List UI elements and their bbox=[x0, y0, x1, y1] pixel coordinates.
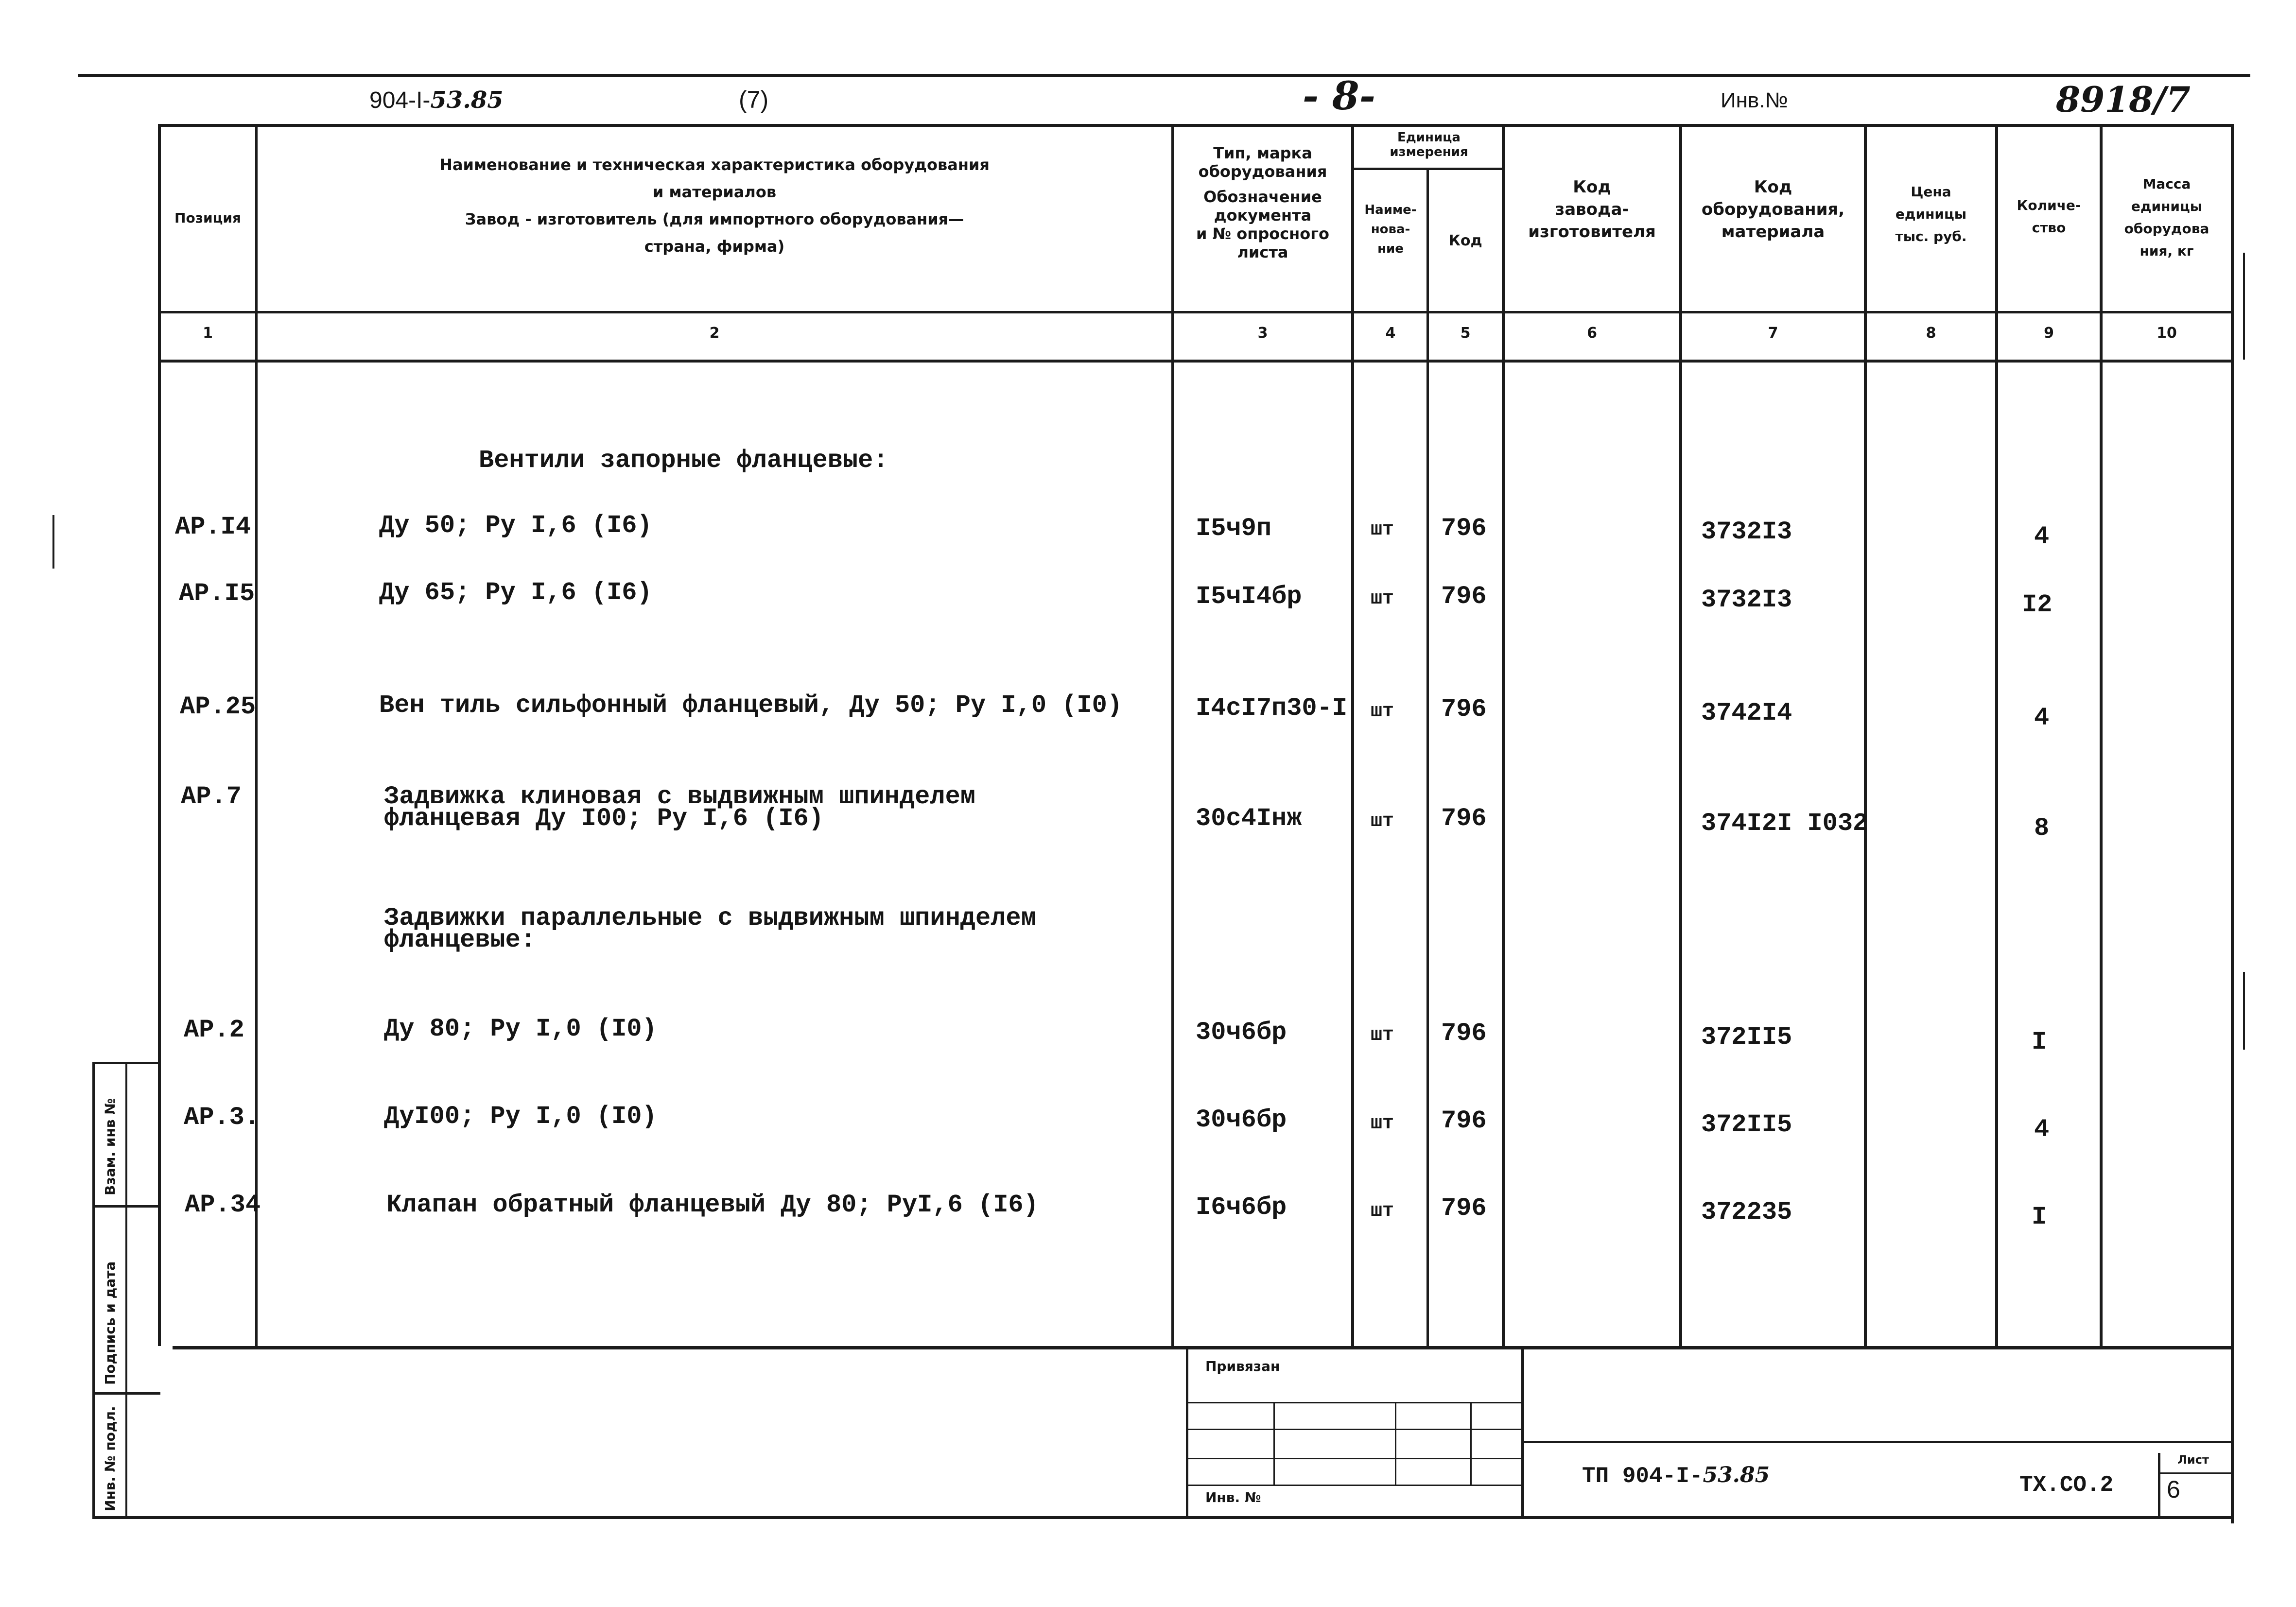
row-unit: шт bbox=[1371, 1200, 1394, 1222]
doc-number bbox=[369, 86, 504, 114]
colnum-3: 3 bbox=[1257, 325, 1268, 342]
row-type: 30с4Iнж bbox=[1196, 804, 1302, 833]
colnum-9: 9 bbox=[2044, 325, 2054, 342]
sheet-box-left bbox=[2158, 1453, 2160, 1517]
header-col4 bbox=[1354, 200, 1427, 259]
header-bottom-line bbox=[158, 311, 2233, 313]
right-margin-mark-1 bbox=[2243, 253, 2245, 360]
header-col3 bbox=[1174, 144, 1351, 261]
header-col3-line3: Обозначение bbox=[1203, 188, 1322, 206]
row-type: 30ч6бр bbox=[1196, 1106, 1287, 1134]
table-top-line bbox=[158, 124, 2233, 127]
header-col6-line3: изготовителя bbox=[1528, 222, 1656, 242]
table-right-line bbox=[2231, 124, 2234, 1523]
colnum-4: 4 bbox=[1385, 325, 1396, 342]
row-type: I5ч9п bbox=[1196, 514, 1272, 543]
table-left-line bbox=[158, 124, 161, 1346]
col-sep-1 bbox=[255, 124, 258, 1346]
row-unit-code: 796 bbox=[1441, 804, 1487, 833]
project-code-handwritten: 53.85 bbox=[1703, 1463, 1770, 1487]
row-name: Клапан обратный фланцевый Ду 80; РуI,6 (I6) bbox=[386, 1191, 1039, 1219]
row-material-code: 372235 bbox=[1701, 1198, 1792, 1227]
row-position: АР.I5 bbox=[179, 579, 255, 608]
page-mark: - 8- bbox=[1303, 73, 1375, 119]
row-name: Ду 80; Ру I,0 (I0) bbox=[384, 1015, 657, 1043]
number-row-bottom-line bbox=[158, 360, 2233, 363]
side-stamp-left bbox=[92, 1062, 95, 1519]
header-col7-line2: оборудования, bbox=[1701, 200, 1845, 219]
row-unit: шт bbox=[1371, 519, 1394, 541]
row-name: Ду 65; Ру I,6 (I6) bbox=[379, 578, 652, 607]
row-type: I4сI7п30-I bbox=[1196, 694, 1348, 723]
inv-number: 8918/7 bbox=[2056, 79, 2191, 120]
colnum-7: 7 bbox=[1768, 325, 1778, 342]
doc-number-handwritten: 53.85 bbox=[430, 86, 504, 114]
unit-group-line bbox=[1351, 168, 1504, 170]
header-col3-line5: и № опросного bbox=[1196, 225, 1329, 243]
side-vzam-inv: Взам. инв № bbox=[102, 1098, 118, 1195]
sheet-box-divider bbox=[2158, 1472, 2233, 1474]
header-col6 bbox=[1505, 176, 1679, 243]
header-col9-line1: Количе- bbox=[2017, 197, 2081, 213]
header-col4-line3: ние bbox=[1377, 242, 1404, 256]
header-col2-line4: страна, фирма) bbox=[644, 237, 785, 256]
row-unit: шт bbox=[1371, 701, 1394, 723]
side-sign-date: Подпись и дата bbox=[102, 1261, 118, 1385]
side-stamp-top bbox=[92, 1062, 160, 1064]
header-col1: Позиция bbox=[174, 210, 241, 226]
row-material-code: 372II5 bbox=[1701, 1023, 1792, 1052]
header-col6-line1: Код bbox=[1573, 177, 1611, 197]
title-divider-line bbox=[1524, 1441, 2233, 1443]
row-quantity: I2 bbox=[2022, 590, 2052, 619]
side-stamp-sep-2 bbox=[92, 1392, 160, 1395]
section-title-gate-valves-line1: Задвижки параллельные с выдвижным шпинделем bbox=[384, 904, 1036, 933]
colnum-5: 5 bbox=[1460, 325, 1471, 342]
side-inv-no-podl: Инв. № подл. bbox=[102, 1406, 118, 1511]
row-unit: шт bbox=[1371, 811, 1394, 832]
colnum-10: 10 bbox=[2157, 325, 2177, 342]
project-code bbox=[1582, 1463, 1770, 1489]
row-position: АР.I4 bbox=[175, 513, 251, 541]
header-col3-line4: документа bbox=[1214, 206, 1312, 225]
row-quantity: 4 bbox=[2034, 522, 2050, 551]
stamp-grid-vline-2 bbox=[1395, 1402, 1396, 1485]
header-col8-line3: тыс. руб. bbox=[1895, 228, 1967, 244]
col-sep-4 bbox=[1426, 168, 1429, 1346]
row-unit-code: 796 bbox=[1441, 1019, 1487, 1048]
privyazan-label: Привязан bbox=[1205, 1358, 1280, 1374]
row-type: I5чI4бр bbox=[1196, 582, 1302, 611]
row-material-code: 3732I3 bbox=[1701, 518, 1792, 546]
stamp-grid-line-4 bbox=[1188, 1485, 1521, 1486]
row-unit-code: 796 bbox=[1441, 582, 1487, 611]
header-col10-line2: единицы bbox=[2131, 198, 2203, 214]
row-quantity: 4 bbox=[2034, 1115, 2050, 1144]
side-stamp-sep-1 bbox=[92, 1205, 160, 1208]
section-title-gate-valves-line2: фланцевые: bbox=[384, 926, 536, 954]
row-name: Вен тиль сильфонный фланцевый, Ду 50; Ру I,0 (I0) bbox=[379, 691, 1123, 720]
row-material-code: 372II5 bbox=[1701, 1110, 1792, 1139]
row-position: АР.34 bbox=[185, 1191, 261, 1219]
header-col7-line1: Код bbox=[1754, 177, 1792, 197]
header-col9 bbox=[1998, 194, 2100, 239]
header-unit-group: Единица измерения bbox=[1390, 130, 1468, 159]
row-unit-code: 796 bbox=[1441, 1194, 1487, 1223]
header-col4-line2: нова- bbox=[1371, 222, 1410, 237]
header-col8-line2: единицы bbox=[1895, 206, 1967, 222]
row-position: АР.7 bbox=[181, 782, 242, 811]
left-margin-mark bbox=[52, 515, 54, 569]
row-material-code: 374I2I I032 bbox=[1701, 809, 1868, 838]
col-sep-7 bbox=[1864, 124, 1867, 1346]
col-sep-3 bbox=[1351, 124, 1354, 1346]
sheet-in-brackets: (7) bbox=[739, 86, 769, 113]
stamp-divider-2 bbox=[1521, 1346, 1524, 1517]
section-title-valves: Вентили запорные фланцевые: bbox=[479, 446, 888, 475]
header-col4-line1: Наиме- bbox=[1364, 203, 1417, 217]
row-name-line2: фланцевая Ду I00; Ру I,6 (I6) bbox=[384, 804, 824, 833]
row-name: Ду 50; Ру I,6 (I6) bbox=[379, 511, 652, 540]
row-quantity: 4 bbox=[2034, 704, 2050, 732]
header-col10 bbox=[2103, 173, 2231, 262]
sheet-number: 6 bbox=[2167, 1476, 2180, 1503]
header-col7 bbox=[1682, 176, 1864, 243]
frame-bottom-line bbox=[92, 1516, 2233, 1519]
row-quantity: I bbox=[2032, 1028, 2047, 1056]
inv-label: Инв.№ bbox=[1721, 88, 1788, 112]
inv-no-label: Инв. № bbox=[1205, 1489, 1261, 1505]
header-col10-line4: ния, кг bbox=[2139, 243, 2194, 259]
header-col3-line2: оборудования bbox=[1198, 162, 1327, 181]
row-unit-code: 796 bbox=[1441, 1106, 1487, 1135]
row-unit-code: 796 bbox=[1441, 514, 1487, 543]
header-col10-line3: оборудова bbox=[2124, 221, 2209, 237]
header-col6-line2: завода- bbox=[1555, 200, 1629, 219]
header-col8-line1: Цена bbox=[1911, 184, 1951, 200]
header-col2-line2: и материалов bbox=[652, 183, 777, 201]
col-sep-5 bbox=[1502, 124, 1505, 1346]
stamp-grid-vline-1 bbox=[1273, 1402, 1275, 1485]
row-unit-code: 796 bbox=[1441, 695, 1487, 724]
row-type: I6ч6бр bbox=[1196, 1193, 1287, 1222]
colnum-1: 1 bbox=[203, 325, 213, 342]
sheet-label: Лист bbox=[2177, 1453, 2209, 1467]
row-unit: шт bbox=[1371, 1024, 1394, 1046]
row-unit: шт bbox=[1371, 1113, 1394, 1135]
header-col3-line6: листа bbox=[1237, 243, 1288, 261]
header-col2-line1: Наименование и техническая характеристика оборудования bbox=[439, 156, 990, 174]
header-col2 bbox=[258, 155, 1171, 257]
row-quantity: 8 bbox=[2034, 814, 2050, 843]
row-position: АР.2 bbox=[184, 1016, 244, 1044]
doc-number-printed: 904-I- bbox=[369, 87, 431, 113]
row-type: 30ч6бр bbox=[1196, 1018, 1287, 1047]
header-col7-line3: материала bbox=[1721, 222, 1825, 242]
row-position: АР.25 bbox=[180, 692, 256, 721]
stamp-divider-1 bbox=[1186, 1346, 1188, 1517]
row-position: АР.3. bbox=[184, 1103, 260, 1132]
header-col3-line1: Тип, марка bbox=[1213, 144, 1312, 162]
header-col8 bbox=[1867, 181, 1995, 248]
top-border-line bbox=[78, 74, 2250, 77]
stamp-grid-vline-3 bbox=[1470, 1402, 1472, 1485]
header-col2-line3: Завод - изготовитель (для импортного оборудования— bbox=[465, 210, 964, 228]
body-bottom-line bbox=[173, 1346, 2233, 1349]
header-col5: Код bbox=[1448, 232, 1482, 249]
row-unit: шт bbox=[1371, 588, 1394, 610]
sheet-code: ТХ.СО.2 bbox=[2019, 1472, 2114, 1498]
col-sep-9 bbox=[2100, 124, 2103, 1346]
header-col10-line1: Масса bbox=[2142, 176, 2191, 192]
row-material-code: 3732I3 bbox=[1701, 586, 1792, 614]
col-sep-6 bbox=[1679, 124, 1682, 1346]
colnum-6: 6 bbox=[1587, 325, 1597, 342]
row-quantity: I bbox=[2032, 1203, 2047, 1231]
header-col9-line2: ство bbox=[2032, 220, 2066, 236]
row-material-code: 3742I4 bbox=[1701, 699, 1792, 727]
row-name-line1: Задвижка клиновая с выдвижным шпинделем bbox=[384, 782, 975, 811]
side-stamp-mid bbox=[125, 1062, 127, 1519]
colnum-8: 8 bbox=[1926, 325, 1936, 342]
col-sep-2 bbox=[1171, 124, 1174, 1346]
colnum-2: 2 bbox=[709, 325, 720, 342]
project-code-printed: ТП 904-I- bbox=[1582, 1464, 1703, 1489]
col-sep-8 bbox=[1995, 124, 1998, 1346]
row-name: ДуI00; Ру I,0 (I0) bbox=[384, 1102, 657, 1131]
right-margin-mark-2 bbox=[2243, 972, 2245, 1050]
